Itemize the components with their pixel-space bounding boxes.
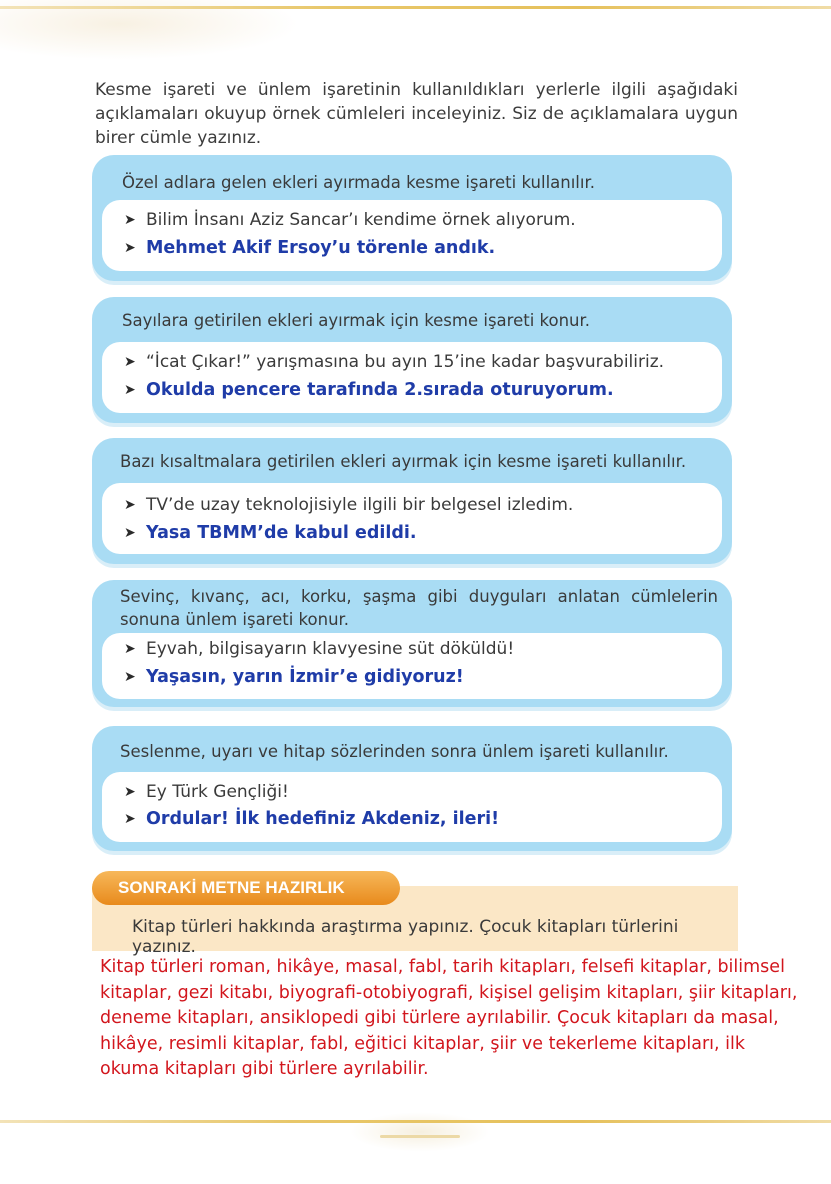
example-sentence: Ey Türk Gençliği!	[146, 782, 289, 802]
student-answer: Yasa TBMM’de kabul edildi.	[146, 523, 417, 543]
student-answer: Ordular! İlk hedefiniz Akdeniz, ileri!	[146, 809, 500, 829]
arrow-bullet-icon: ➤	[124, 784, 136, 800]
example-sentence: Eyvah, bilgisayarın klavyesine süt döküldü!	[146, 639, 515, 659]
rule-title: Sevinç, kıvanç, acı, korku, şaşma gibi duyguları anlatan cümlelerin sonuna ünlem işareti konur.	[120, 587, 718, 629]
student-answer: Yaşasın, yarın İzmir’e gidiyoruz!	[146, 667, 464, 687]
example-box	[102, 772, 722, 842]
preparation-instruction: Kitap türleri hakkında araştırma yapınız. Çocuk kitapları türlerini yazınız.	[132, 917, 679, 957]
example-item	[124, 495, 710, 515]
arrow-bullet-icon: ➤	[124, 240, 136, 256]
arrow-bullet-icon: ➤	[124, 669, 136, 685]
bottom-divider	[0, 1120, 831, 1123]
example-sentence: “İcat Çıkar!” yarışmasına bu ayın 15’ine kadar başvurabiliriz.	[146, 352, 665, 372]
answer-item	[124, 667, 710, 687]
rule-card	[92, 438, 732, 564]
example-box	[102, 342, 722, 413]
arrow-bullet-icon: ➤	[124, 525, 136, 541]
rule-title: Özel adlara gelen ekleri ayırmada kesme işareti kullanılır.	[122, 173, 595, 192]
answer-item	[124, 523, 710, 543]
answer-item	[124, 238, 710, 258]
arrow-bullet-icon: ➤	[124, 641, 136, 657]
rule-title: Sayılara getirilen ekleri ayırmak için kesme işareti konur.	[122, 311, 591, 330]
rule-title: Bazı kısaltmalara getirilen ekleri ayırmak için kesme işareti kullanılır.	[120, 452, 687, 471]
example-item	[124, 210, 710, 230]
example-item	[124, 639, 710, 659]
example-box	[102, 633, 722, 699]
example-box	[102, 483, 722, 554]
bottom-decoration	[350, 1112, 490, 1152]
arrow-bullet-icon: ➤	[124, 811, 136, 827]
page-mark	[380, 1135, 460, 1138]
intro-paragraph: Kesme işareti ve ünlem işaretinin kullanıldıkları yerlerle ilgili aşağıdaki açıklamaları okuyup örnek cümleleri inceleyiniz. Siz de açıklamalara uygun birer cümle yazınız.	[95, 80, 738, 148]
example-item	[124, 782, 710, 802]
student-answer-paragraph: Kitap türleri roman, hikâye, masal, fabl, tarih kitapları, felsefi kitaplar, bilimsel kitaplar, gezi kitabı, biyografi-otobiyografi, kişisel gelişim kitapları, şiir kitapları, deneme kitapları, ansiklopedi gibi türlere ayrılabilir. Çocuk kitapları da masal, hikâye, resimli kitaplar, fabl, eğitici kitaplar, şiir ve tekerleme kitapları, ilk okuma kitapları gibi türlere ayrılabilir.	[100, 957, 798, 1079]
rule-title: Seslenme, uyarı ve hitap sözlerinden sonra ünlem işareti kullanılır.	[120, 742, 669, 761]
example-box	[102, 200, 722, 271]
top-decoration	[0, 0, 300, 60]
arrow-bullet-icon: ➤	[124, 212, 136, 228]
rule-card	[92, 580, 732, 707]
arrow-bullet-icon: ➤	[124, 354, 136, 370]
preparation-heading: SONRAKİ METNE HAZIRLIK	[92, 871, 400, 905]
top-divider	[0, 6, 831, 9]
rule-card	[92, 155, 732, 281]
rule-card	[92, 726, 732, 851]
example-sentence: Bilim İnsanı Aziz Sancar’ı kendime örnek alıyorum.	[146, 210, 576, 230]
rule-card	[92, 297, 732, 423]
student-answer: Okulda pencere tarafında 2.sırada oturuyorum.	[146, 380, 614, 400]
example-item	[124, 352, 710, 372]
arrow-bullet-icon: ➤	[124, 497, 136, 513]
answer-item	[124, 380, 710, 400]
answer-item	[124, 809, 710, 829]
arrow-bullet-icon: ➤	[124, 382, 136, 398]
example-sentence: TV’de uzay teknolojisiyle ilgili bir belgesel izledim.	[146, 495, 574, 515]
student-answer: Mehmet Akif Ersoy’u törenle andık.	[146, 238, 496, 258]
